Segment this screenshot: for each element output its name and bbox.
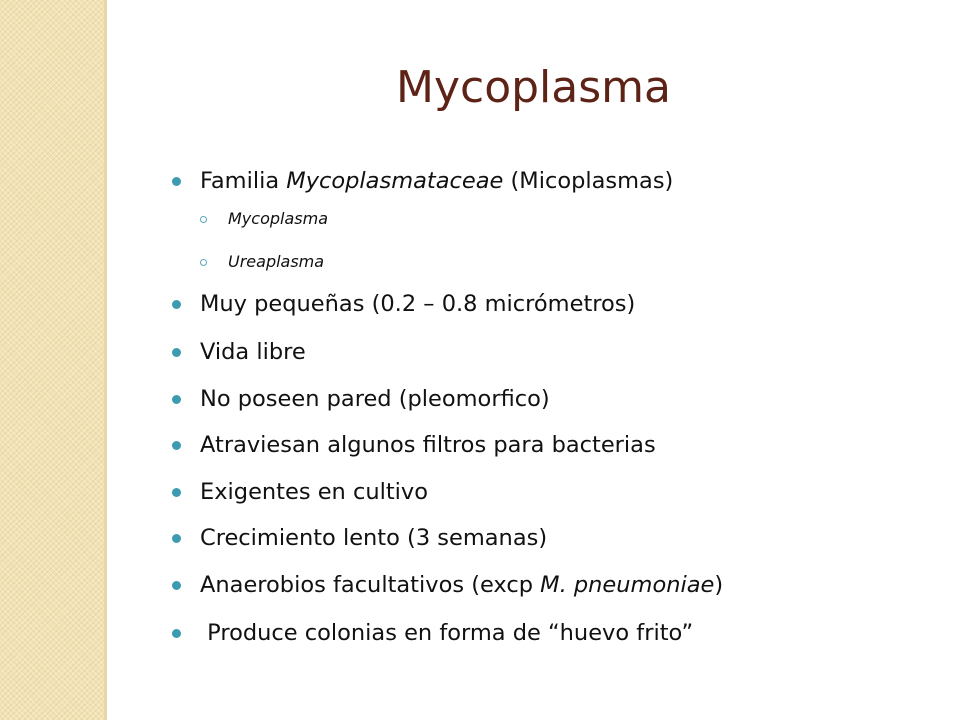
bullet-text: Exigentes en cultivo xyxy=(200,479,428,505)
bullet-text: Familia Mycoplasmataceae (Micoplasmas) xyxy=(200,168,674,194)
bullet-text: Vida libre xyxy=(200,339,306,365)
bullet-text: Crecimiento lento (3 semanas) xyxy=(200,525,548,551)
slide-title: Mycoplasma xyxy=(396,62,671,113)
bullet-dot-icon xyxy=(172,441,181,450)
bullet-text: Atraviesan algunos filtros para bacterias xyxy=(200,432,656,458)
sub-bullet-text: Mycoplasma xyxy=(228,209,328,228)
sub-bullet-ring-icon xyxy=(200,259,207,266)
side-decorative-band xyxy=(0,0,104,720)
bullet-dot-icon xyxy=(172,348,181,357)
bullet-dot-icon xyxy=(172,629,181,638)
bullet-text: Anaerobios facultativos (excp M. pneumoniae) xyxy=(200,572,724,598)
bullet-dot-icon xyxy=(172,395,181,404)
bullet-text: Produce colonias en forma de “huevo frito” xyxy=(200,620,694,646)
bullet-dot-icon xyxy=(172,488,181,497)
sub-bullet-text: Ureaplasma xyxy=(228,252,325,271)
bullet-dot-icon xyxy=(172,300,181,309)
bullet-dot-icon xyxy=(172,534,181,543)
bullet-dot-icon xyxy=(172,177,181,186)
bullet-text: No poseen pared (pleomorfico) xyxy=(200,386,550,412)
sub-bullet-ring-icon xyxy=(200,216,207,223)
bullet-text: Muy pequeñas (0.2 – 0.8 micrómetros) xyxy=(200,291,636,317)
bullet-dot-icon xyxy=(172,581,181,590)
